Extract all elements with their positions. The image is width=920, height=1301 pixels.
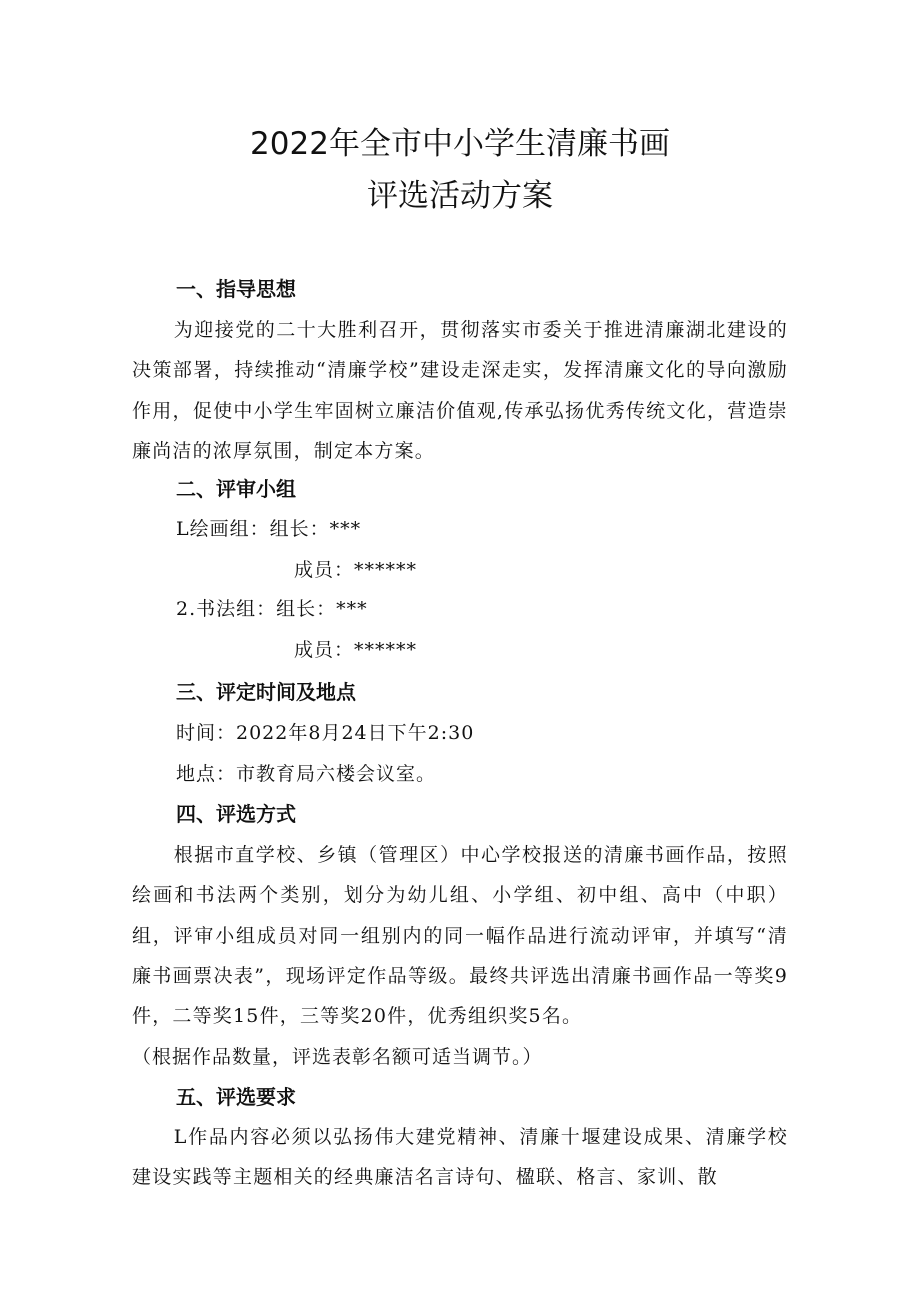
review-time: 时间：2022年8月24日下午2:30: [176, 722, 475, 744]
section-body-guiding-ideology: 为迎接党的二十大胜利召开，贯彻落实市委关于推进清廉湖北建设的决策部署，持续推动“清廉学校”建设走深走实，发挥清廉文化的导向激励作用，促使中小学生牢固树立廉洁价值观,传承弘扬优秀传统文化，营造崇廉尚洁的浓厚氛围，制定本方案。: [132, 319, 788, 462]
section-body-selection-method: 根据市直学校、乡镇（管理区）中心学校报送的清廉书画作品，按照绘画和书法两个类别，划分为幼儿组、小学组、初中组、高中（中职）组，评审小组成员对同一组别内的同一幅作品进行流动评审，并填写“清廉书画票决表”，现场评定作品等级。最终共评选出清廉书画作品一等奖9件，二等奖15件，三等奖20件，优秀组织奖5名。: [132, 844, 788, 1028]
document-title-line-1: 2022年全市中小学生清廉书画: [250, 126, 670, 162]
section-heading-guiding-ideology: 一、指导思想: [176, 277, 296, 301]
section-body-selection-requirements: L作品内容必须以弘扬伟大建党精神、清廉十堰建设成果、清廉学校建设实践等主题相关的经典廉洁名言诗句、楹联、格言、家训、散: [132, 1126, 788, 1189]
painting-group-leader: L绘画组：组长：***: [176, 518, 362, 540]
section-heading-selection-method: 四、评选方式: [176, 802, 296, 826]
document-title-line-2: 评选活动方案: [367, 178, 553, 214]
review-place: 地点：市教育局六楼会议室。: [176, 763, 437, 785]
painting-group-members: 成员：******: [294, 559, 418, 581]
section-heading-review-panel: 二、评审小组: [176, 477, 296, 501]
calligraphy-group-leader: 2.书法组：组长：***: [176, 598, 368, 620]
section-heading-selection-requirements: 五、评选要求: [176, 1085, 296, 1109]
selection-note: （根据作品数量，评选表彰名额可适当调节。）: [132, 1046, 543, 1068]
calligraphy-group-members: 成员：******: [294, 639, 418, 661]
section-heading-time-place: 三、评定时间及地点: [176, 680, 356, 704]
